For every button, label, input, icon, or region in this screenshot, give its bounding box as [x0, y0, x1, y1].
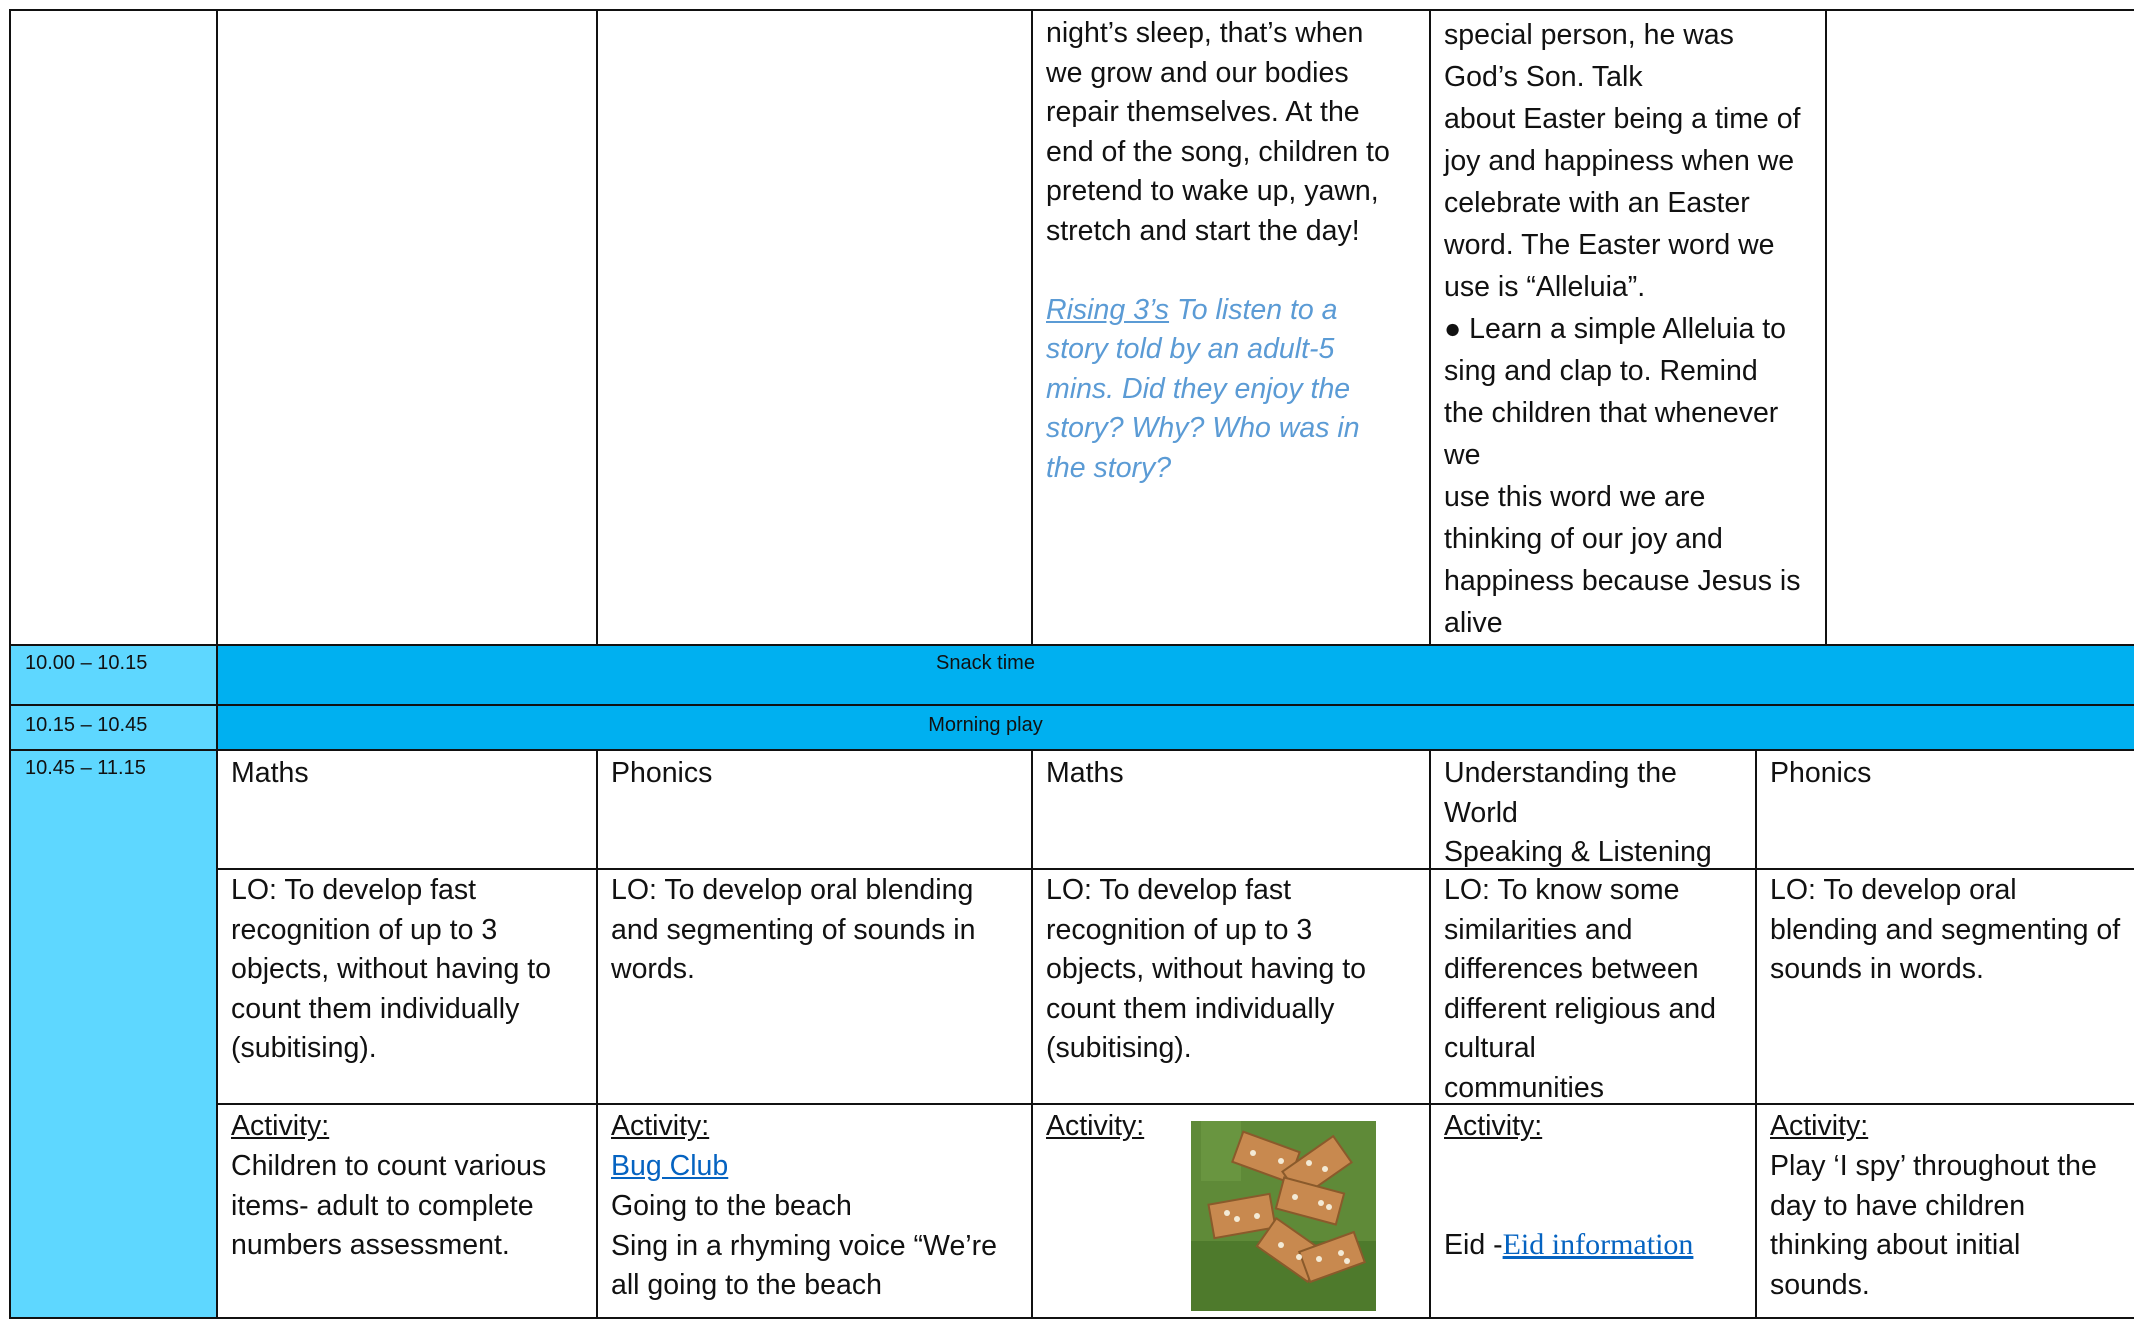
activity-1-text: Children to count various items- adult to complete numbers assessment. [231, 1150, 547, 1261]
activity-cell-3 [1031, 1103, 1431, 1319]
activity-2-text: Going to the beach Sing in a rhyming voice “We’re all going to the beach [611, 1190, 997, 1301]
objective-3: LO: To develop fast recognition of up to 3 objects, without having to count them individually (subitising). [1046, 874, 1367, 1064]
subject-5: Phonics [1770, 757, 1872, 789]
activity-cell-1 [216, 1103, 598, 1319]
subject-1: Maths [231, 757, 309, 789]
dominoes-image [1191, 1121, 1376, 1311]
play-time: 10.15 – 10.45 [25, 714, 148, 736]
subject-cell-3 [1031, 749, 1431, 870]
session-time-cell [9, 749, 218, 1319]
subject-cell-1 [216, 749, 598, 870]
play-time-cell [9, 704, 218, 751]
subject-3: Maths [1046, 757, 1124, 789]
subject-cell-5 [1755, 749, 2134, 870]
snack-label: Snack time [936, 652, 1035, 674]
objective-2: LO: To develop oral blending and segmenting of sounds in words. [611, 874, 976, 985]
objective-cell-4 [1429, 868, 1757, 1105]
top-row-col3-cell [1031, 9, 1431, 646]
top-row-time-cell [9, 9, 218, 646]
activity-cell-5 [1755, 1103, 2134, 1319]
play-label: Morning play [928, 714, 1043, 736]
eid-line [1444, 1185, 1693, 1265]
objective-5: LO: To develop oral blending and segmenting of sounds in words. [1770, 874, 2121, 985]
objective-cell-1 [216, 868, 598, 1105]
col4-easter-text: special person, he was God’s Son. Talk about Easter being a time of joy and happiness when we celebrate with an Easter word. The Easter word we use is “Alleluia”. ● Learn a simple Alleluia to sing and clap to. Remind the children that whenever we use this word we are thinking of our joy and happiness because Jesus is alive [1444, 19, 1801, 639]
objective-cell-2 [596, 868, 1033, 1105]
subject-cell-4 [1429, 749, 1757, 870]
snack-time: 10.00 – 10.15 [25, 652, 148, 674]
snack-band [216, 644, 2134, 706]
activity-cell-2 [596, 1103, 1033, 1319]
play-band [216, 704, 2134, 751]
activity-label-5: Activity: [1770, 1110, 1869, 1142]
col3-rising-note [1046, 251, 1360, 488]
activity-label-3: Activity: [1046, 1110, 1145, 1142]
session-time: 10.45 – 11.15 [25, 757, 146, 779]
col3-song-text: night’s sleep, that’s when we grow and our bodies repair themselves. At the end of the song, children to pretend to wake up, yawn, stretch and start the day! [1046, 17, 1390, 247]
activity-label-4: Activity: [1444, 1110, 1543, 1142]
activity-label-2: Activity: [611, 1110, 710, 1142]
top-row-col1-cell [216, 9, 598, 646]
subject-4: Understanding the World Speaking & Listening [1444, 757, 1712, 868]
bug-club-link[interactable]: Bug Club [611, 1150, 729, 1182]
snack-time-cell [9, 644, 218, 706]
subject-cell-2 [596, 749, 1033, 870]
rising-threes-text: To listen to a story told by an adult-5 mins. Did they enjoy the story? Why? Who was in the story? [1046, 293, 1360, 484]
eid-prefix: Eid - [1444, 1228, 1503, 1261]
objective-cell-3 [1031, 868, 1431, 1105]
objective-cell-5 [1755, 868, 2134, 1105]
activity-label-1: Activity: [231, 1110, 330, 1142]
eid-information-link[interactable]: Eid information [1502, 1227, 1694, 1261]
rising-threes-label: Rising 3’s [1046, 293, 1170, 326]
top-row-col4-cell [1429, 9, 1827, 646]
activity-cell-4 [1429, 1103, 1757, 1319]
objective-4: LO: To know some similarities and differences between different religious and cultural communities [1444, 874, 1716, 1104]
top-row-col2-cell [596, 9, 1033, 646]
activity-5-text: Play ‘I spy’ throughout the day to have children thinking about initial sounds. [1770, 1150, 2097, 1301]
objective-1: LO: To develop fast recognition of up to 3 objects, without having to count them individually (subitising). [231, 874, 552, 1064]
top-row-col5-cell [1825, 9, 2134, 646]
subject-2: Phonics [611, 757, 713, 789]
